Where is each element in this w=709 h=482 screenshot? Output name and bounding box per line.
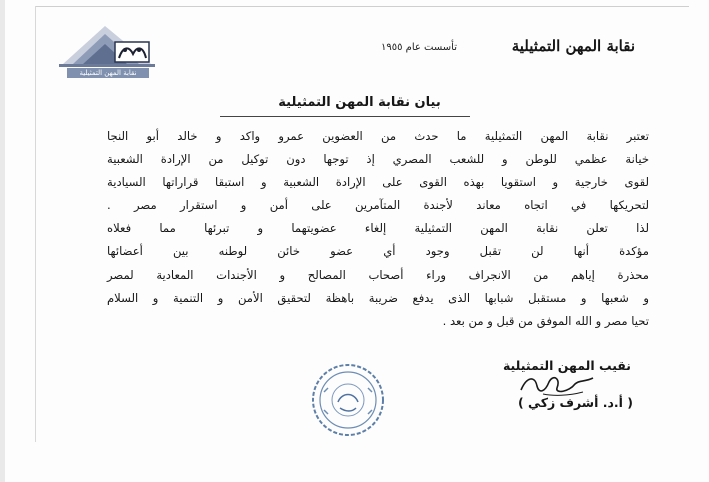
- body-line: مؤكدة أنها لن تقبل وجود أي عضو خائن لوطنه بين أعضائها: [107, 244, 649, 259]
- statement-title: بيان نقابة المهن التمثيلية: [278, 95, 441, 110]
- body-line: لذا تعلن نقابة المهن التمثيلية إلغاء عضويتهما و تبرئها مما فعلاه: [107, 221, 649, 236]
- title-underline: [220, 116, 470, 117]
- frame-left-border: [35, 6, 36, 442]
- body-line: خيانة عظمي للوطن و للشعب المصري إذ توجها دون توكيل من الإرادة الشعبية: [107, 152, 649, 167]
- letterhead-org-name: نقابة المهن التمثيلية: [511, 37, 635, 55]
- signatory-title: نقيب المهن التمثيلية: [502, 358, 631, 373]
- logo-caption: نقابة المهن التمثيلية: [67, 68, 149, 78]
- statement-body: [107, 125, 649, 333]
- body-line: و شعبها و مستقبل شبابها الذى يدفع ضريبة باهظة لتحقيق الأمن و التنمية و السلام: [107, 290, 649, 305]
- seal-icon: [310, 362, 386, 438]
- signatory-name: ( أ.د. أشرف زكي ): [517, 395, 633, 410]
- body-line: تحيا مصر و الله الموفق من قبل و من بعد .: [442, 313, 649, 328]
- body-line: محذرة إياهم من الانجراف وراء أصحاب المصالح و الأجندات المعادية لمصر: [107, 267, 649, 282]
- frame-top-border: [35, 6, 689, 7]
- body-line: لتحريكها في اتجاه معاند لأجندة المتآمرين على أمن و استقرار مصر .: [107, 198, 649, 213]
- official-seal-stamp: [310, 362, 386, 442]
- body-line: لقوى خارجية و استقويا بهذه القوى على الإرادة الشعبية و استبقا قراراتها السيادية: [107, 175, 649, 190]
- founded-year: تأسست عام ١٩٥٥: [381, 42, 457, 53]
- body-line: تعتبر نقابة المهن التمثيلية ما حدث من العضوين عمرو واكد و خالد أبو النجا: [107, 129, 649, 143]
